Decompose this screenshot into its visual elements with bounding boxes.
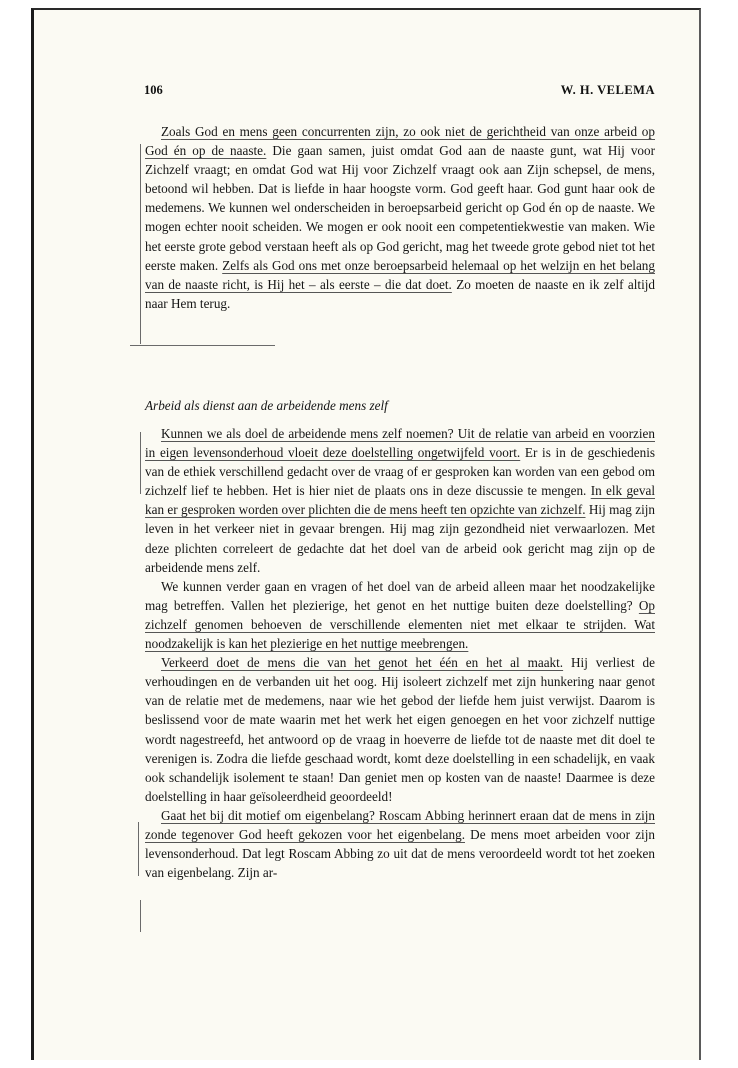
section-heading: Arbeid als dienst aan de arbeidende mens zelf [145, 398, 388, 413]
underlined-passage: Zoals God en mens geen concurrenten zijn, zo ook niet de gerichtheid van onze arbeid op God én op de naaste. [145, 124, 655, 159]
margin-pencil-line [138, 822, 139, 876]
paragraph-5 [145, 806, 655, 882]
paragraph-1 [145, 122, 655, 313]
text-run: Er is in de geschiedenis van de ethiek verschillend gedacht over de vraag of er gesproken kan worden van een gebod om zichzelf lief te hebben. Het is hier niet de plaats ons in deze discussie te mengen. [145, 445, 655, 499]
underlined-passage: Gaat het bij dit motief om eigenbelang? Roscam Abbing herinnert eraan dat de mens in zijn zonde tegenover God heeft gekozen voor het eigenbelang. [145, 807, 655, 842]
paragraph-2 [145, 424, 655, 577]
text-run: Hij verliest de verhoudingen en de verbanden uit het oog. Hij isoleert zichzelf met zijn hunkering naar genot van de relatie met de medemens, naar wie het gebod der liefde hem juist verwijst. Daarom is beslissend voor de mate waarin met het werk het eigen genoegen en het voor zichzelf nuttige wordt nagestreefd, het antwoord op de vraag in hoeverre de liefde tot de naaste met dit doel te verenigen is. Zodra die liefde geschaad wordt, komt deze doelstelling in een schadelijk, en vaak ook schandelijk isolement te staan! Dan geniet men op kosten van de naaste! Daarmee is deze doelstelling in haar geïsoleerdheid geoordeeld! [145, 655, 655, 804]
page-number: 106 [144, 83, 163, 97]
margin-pencil-line [140, 900, 141, 932]
text-run: Zo moeten de naaste en ik zelf altijd naar Hem terug. [145, 276, 655, 311]
opening-text-block [145, 122, 655, 313]
margin-pencil-line [130, 345, 275, 346]
underlined-passage: Verkeerd doet de mens die van het genot het één en het al maakt. [161, 655, 564, 671]
underlined-passage: Op zichzelf genomen behoeven de verschillende elementen niet met elkaar te strijden. Wat noodzakelijk is kan het plezierige en het nuttige meebrengen. [145, 597, 655, 652]
text-run: Die gaan samen, juist omdat God aan de naaste gunt, wat Hij voor Zichzelf vraagt; en omdat God wat Hij voor Zichzelf vraagt ook aan Zijn schepsel, de mens, betoond wil hebben. Dat is liefde in haar hoogste vorm. God geeft haar. God gunt haar ook de medemens. We kunnen wel onderscheiden in beroepsarbeid gericht op God én op de naaste. We mogen echter nooit scheiden. We mogen er ook nooit een competentiekwestie van maken. Wie het eerste grote gebod verstaan heeft als op God gericht, mag het tweede grote gebod niet tot het eerste maken. [145, 143, 655, 273]
running-header [144, 83, 655, 103]
text-run: Hij mag zijn leven in het verkeer niet in gevaar brengen. Hij mag zijn gezondheid niet verwaarlozen. Met deze plichten correleert de gedachte dat het doel van de arbeid ook gericht mag zijn op de arbeidende mens zelf. [145, 502, 655, 575]
underlined-passage: In elk geval kan er gesproken worden over plichten die de mens heeft ten opzichte van zichzelf. [145, 483, 655, 518]
text-run: We kunnen verder gaan en vragen of het doel van de arbeid alleen maar het noodzakelijke mag betreffen. Vallen het plezierige, het genot en het nuttige buiten deze doelstelling? [145, 578, 655, 613]
margin-pencil-line [140, 144, 141, 344]
underlined-passage: Kunnen we als doel de arbeidende mens zelf noemen? Uit de relatie van arbeid en voorzien in eigen levensonderhoud vloeit deze doelstelling ongetwijfeld voort. [145, 426, 655, 461]
margin-pencil-line [140, 432, 141, 494]
text-run: De mens moet arbeiden voor zijn levensonderhoud. Dat legt Roscam Abbing zo uit dat de mens veroordeeld wordt tot het zoeken van eigenbelang. Zijn ar- [145, 826, 655, 881]
paragraph-4 [145, 653, 655, 806]
paragraph-3 [145, 577, 655, 653]
underlined-passage: Zelfs als God ons met onze beroepsarbeid helemaal op het welzijn en het belang van de naaste richt, is Hij het – als eerste – die dat doet. [145, 257, 655, 292]
section-text-block [145, 424, 655, 882]
running-head-author: W. H. VELEMA [560, 83, 655, 97]
